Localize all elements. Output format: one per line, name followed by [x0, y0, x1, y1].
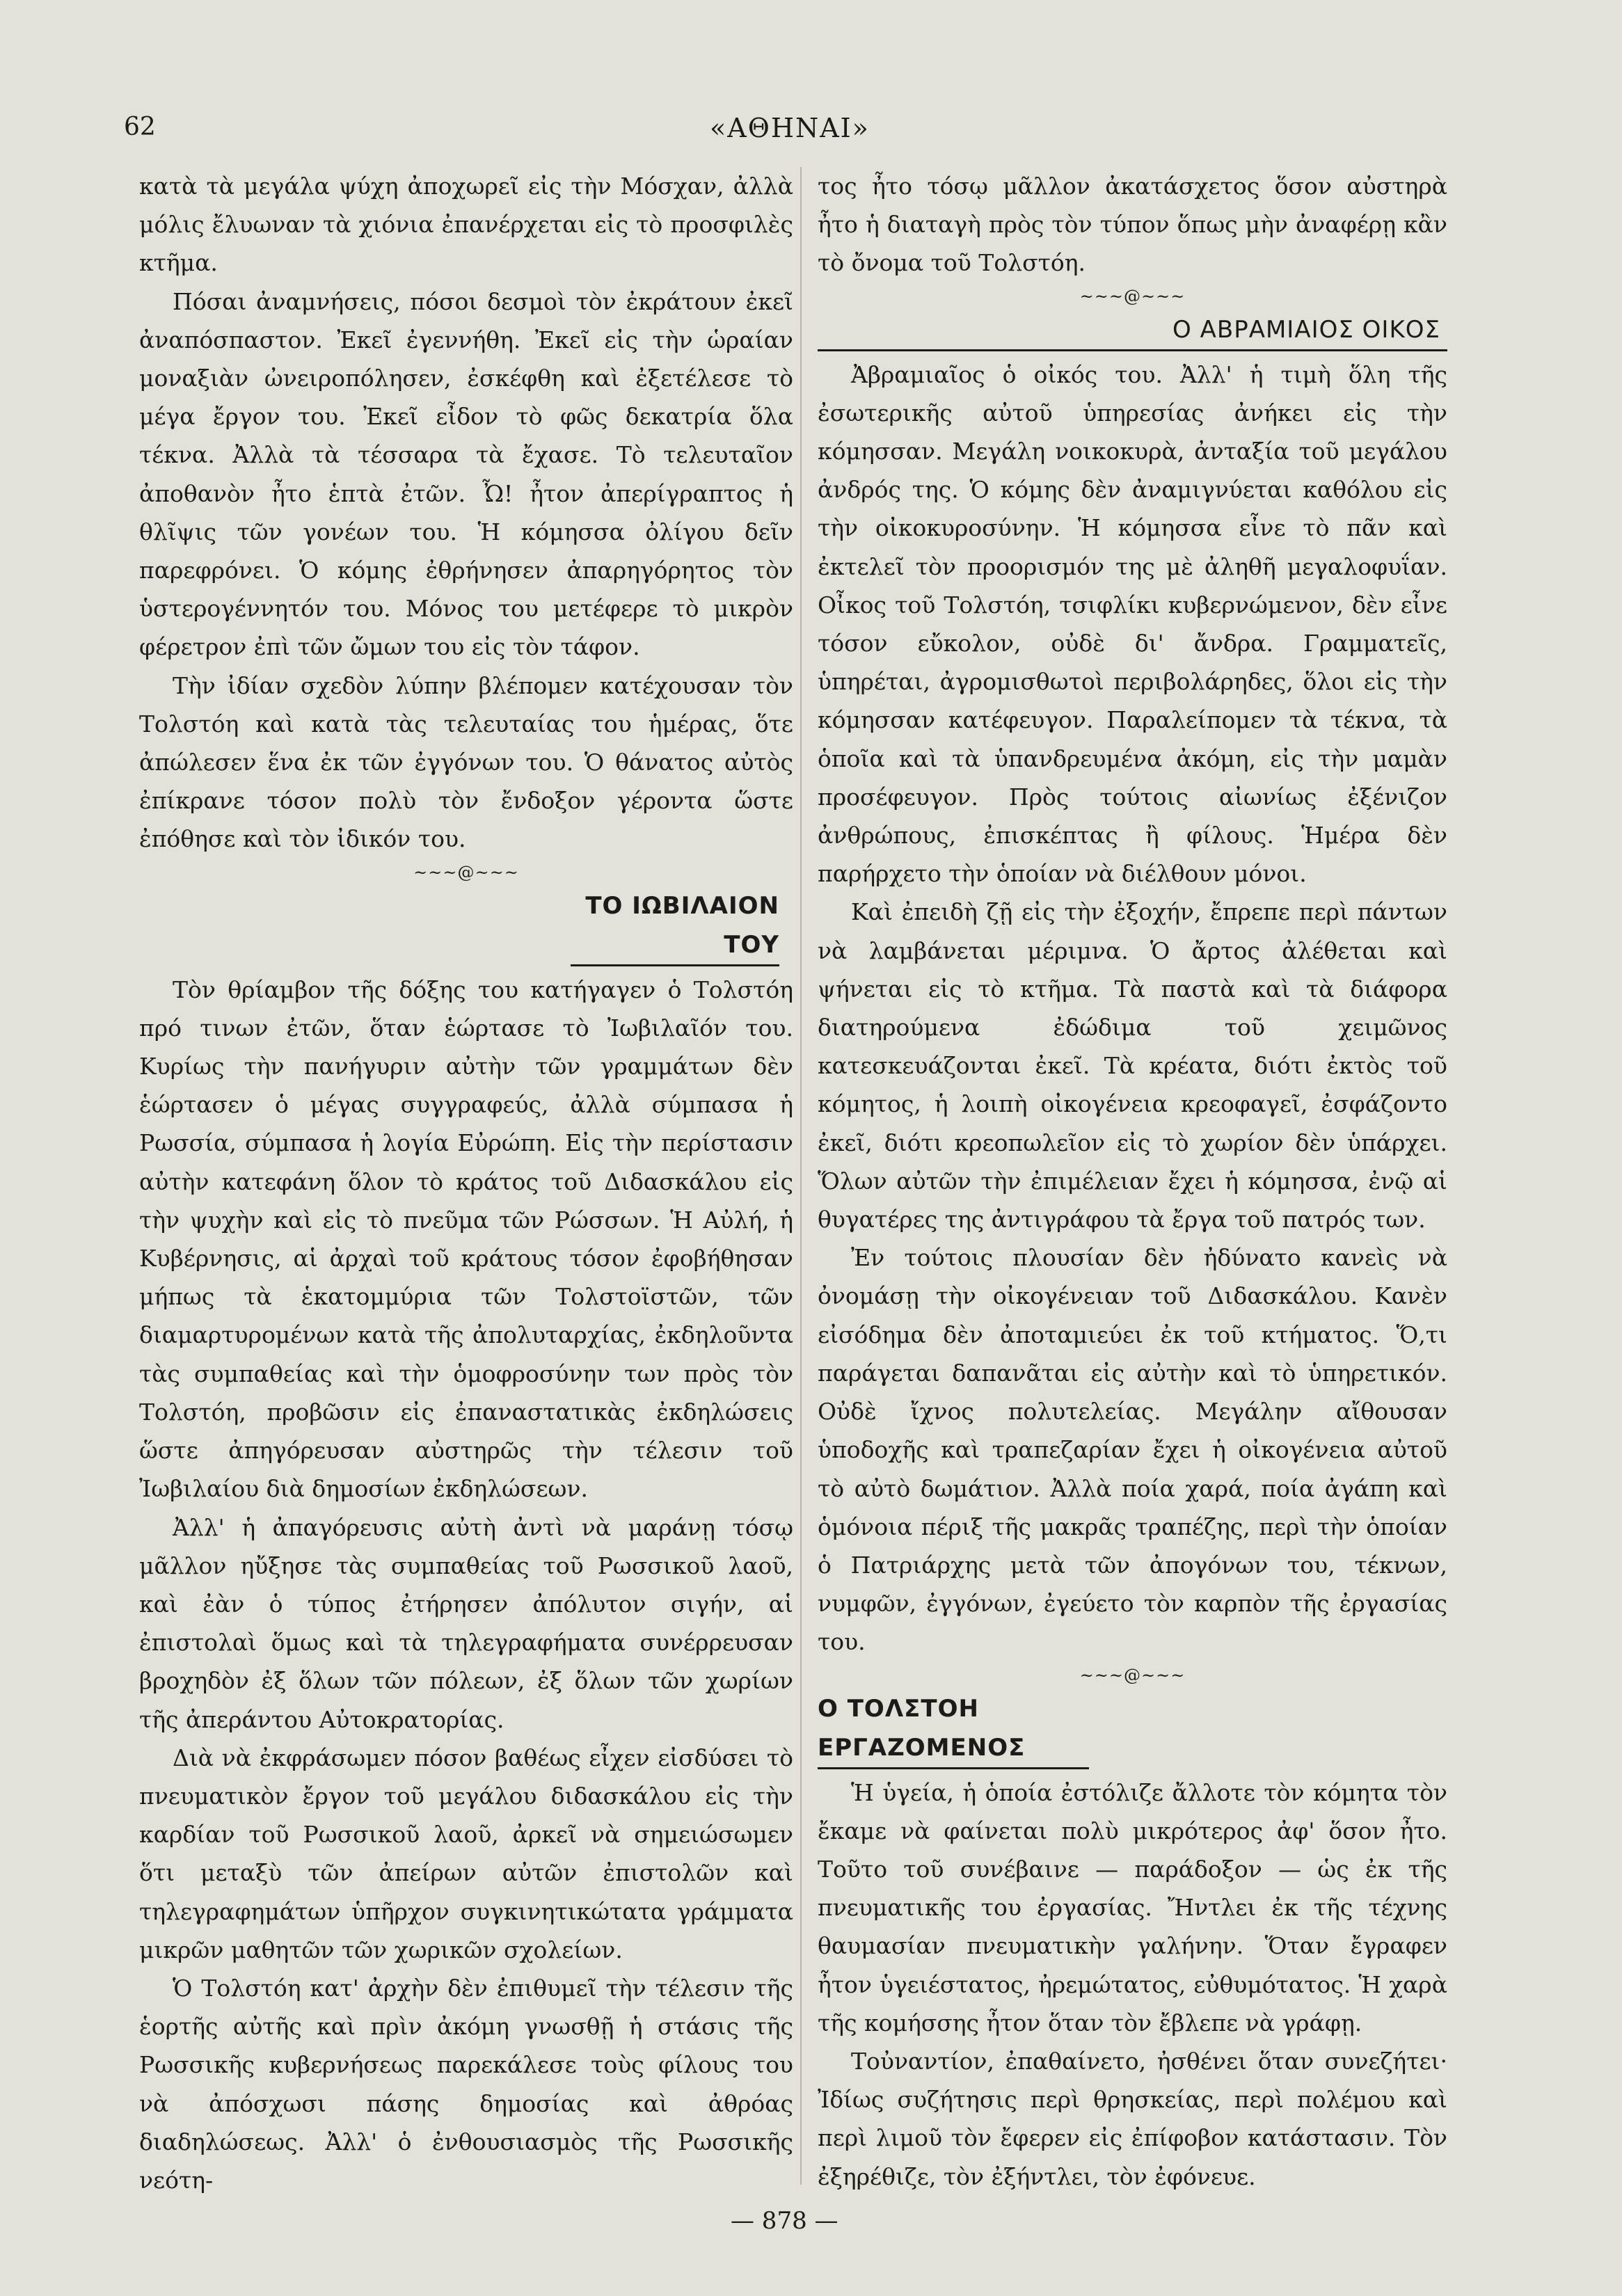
right-column: [818, 167, 1447, 2196]
paragraph: Ὁ Τολστόη κατ' ἀρχὴν δὲν ἐπιθυμεῖ τὴν τέλεσιν τῆς ἑορτῆς αὐτῆς καὶ πρὶν ἀκόμη γνωσθῇ ἡ στάσις τῆς Ρωσσικῆς κυβερνήσεως παρεκάλεσε τοὺς φίλους του νὰ ἀπόσχωσι πάσης δημοσίας καὶ ἀθρόας διαδηλώσεως. Ἀλλ' ὁ ἐνθουσιασμὸς τῆς Ρωσσικῆς νεότη-: [139, 1974, 793, 2194]
paragraph: Διὰ νὰ ἐκφράσωμεν πόσον βαθέως εἶχεν εἰσδύσει τὸ πνευματικὸν ἔργον τοῦ μεγάλου διδασκάλου εἰς τὴν καρδίαν τοῦ Ρωσσικοῦ λαοῦ, ἀρκεῖ νὰ σημειώσωμεν ὅτι μεταξὺ τῶν ἀπείρων αὐτῶν ἐπιστολῶν καὶ τηλεγραφημάτων ὑπῆρχον συγκινητικώτατα γράμματα μικρῶν μαθητῶν τῶν χωρικῶν σχολείων.: [139, 1744, 793, 1963]
paragraph: Καὶ ἐπειδὴ ζῇ εἰς τὴν ἐξοχήν, ἔπρεπε περὶ πάντων νὰ λαμβάνεται μέριμνα. Ὁ ἄρτος ἀλέθεται καὶ ψήνεται εἰς τὸ κτῆμα. Τὰ παστὰ καὶ τὰ διάφορα διατηρούμενα ἐδώδιμα τοῦ χειμῶνος κατεσκευάζονται ἐκεῖ. Τὰ κρέατα, διότι ἐκτὸς τοῦ κόμητος, ἡ λοιπὴ οἰκογένεια κρεοφαγεῖ, ἐσφάζοντο ἐκεῖ, διότι κρεοπωλεῖον εἰς τὸ χωρίον δὲν ὑπάρχει. Ὅλων αὐτῶν τὴν ἐπιμέλειαν ἔχει ἡ κόμησσα, ἐνῷ αἱ θυγατέρες της ἀντιγράφου τὰ ἔργα τοῦ πατρός των.: [818, 898, 1447, 1234]
page-number: 62: [124, 113, 156, 141]
paragraph: Τοὐναντίον, ἐπαθαίνετο, ἠσθένει ὅταν συνεζήτει· Ἰδίως συζήτησις περὶ θρησκείας, περὶ πολέμου καὶ περὶ λιμοῦ τὸν ἔφερεν εἰς ἐπίφοβον κατάστασιν. Τὸν ἐξηρέθιζε, τὸν ἐξήντλει, τὸν ἐφόνευε.: [818, 2047, 1447, 2190]
section-heading-working: Ο ΤΟΛΣΤΟΗ ΕΡΓΑΖΟΜΕΝΟΣ: [818, 1689, 1089, 1769]
paragraph: Ἀβραμιαῖος ὁ οἰκός του. Ἀλλ' ἡ τιμὴ ὅλη τῆς ἐσωτερικῆς αὐτοῦ ὑπηρεσίας ἀνήκει εἰς τὴν κόμησσαν. Μεγάλη νοικοκυρὰ, ἀνταξία τοῦ μεγάλου ἀνδρός της. Ὁ κόμης δὲν ἀναμιγνύεται καθόλου εἰς τὴν οἰκοκυροσύνην. Ἡ κόμησσα εἶνε τὸ πᾶν καὶ ἐκτελεῖ τὸν προορισμόν της μὲ ἀληθῆ μεγαλοφυΐαν. Οἶκος τοῦ Τολστόη, τσιφλίκι κυβερνώμενον, δὲν εἶνε τόσον εὔκολον, οὐδὲ δι' ἄνδρα. Γραμματεῖς, ὑπηρέται, ἀγρομισθωτοὶ περιβολάρηδες, ὅλοι εἰς τὴν κόμησσαν κατέφευγον. Παραλείπομεν τὰ τέκνα, τὰ ὁποῖα καὶ τὰ ὑπανδρευμένα ἀκόμη, εἰς τὴν μαμὰν προσέφευγον. Πρὸς τούτοις αἰωνίως ἐξένιζον ἀνθρώπους, ἐπισκέπτας ἢ φίλους. Ἡμέρα δὲν παρήρχετο τὴν ὁποίαν νὰ διέλθουν μόνοι.: [818, 360, 1447, 888]
paragraph: Πόσαι ἀναμνήσεις, πόσοι δεσμοὶ τὸν ἐκράτουν ἐκεῖ ἀναπόσπαστον. Ἐκεῖ ἐγεννήθη. Ἐκεῖ εἰς τὴν ὡραίαν μοναξιὰν ὠνειροπόλησεν, ἐσκέφθη καὶ ἐξετέλεσε τὸ μέγα ἔργον του. Ἐκεῖ εἶδον τὸ φῶς δεκατρία ὅλα τέκνα. Ἀλλὰ τὰ τέσσαρα τὰ ἔχασε. Τὸ τελευταῖον ἀποθανὸν ἦτο ἑπτὰ ἐτῶν. Ὦ! ἦτον ἀπερίγραπτος ἡ θλῖψις τῶν γονέων του. Ἡ κόμησσα ὀλίγου δεῖν παρεφρόνει. Ὁ κόμης ἐθρήνησεν ἀπαρηγόρητος τὸν ὑστερογέννητόν του. Μόνος του μετέφερε τὸ μικρὸν φέρετρον ἐπὶ τῶν ὤμων του εἰς τὸν τάφον.: [139, 287, 793, 661]
left-column: [139, 167, 793, 2199]
section-heading-household: Ο ΑΒΡΑΜΙΑΙΟΣ ΟΙΚΟΣ: [818, 310, 1447, 351]
paragraph: Ἐν τούτοις πλουσίαν δὲν ἠδύνατο κανεὶς νὰ ὀνομάσῃ τὴν οἰκογένειαν τοῦ Διδασκάλου. Κανὲν εἰσόδημα δὲν ἀποταμιεύει ἐκ τοῦ κτήματος. Ὅ,τι παράγεται δαπανᾶται εἰς αὐτὴν καὶ τὸ ὑπηρετικόν. Οὐδὲ ἴχνος πολυτελείας. Μεγάλην αἴθουσαν ὑποδοχῆς καὶ τραπεζαρίαν ἔχει ἡ οἰκογένεια αὐτοῦ τὸ αὐτὸ δωμάτιον. Ἀλλὰ ποία χαρά, ποία ἀγάπη καὶ ὁμόνοια πέριξ τῆς μακρᾶς τραπέζης, περὶ τὴν ὁποίαν ὁ Πατριάρχης μετὰ τῶν ἀπογόνων του, τέκνων, νυμφῶν, ἐγγόνων, ἐγεύετο τὸν καρπὸν τῆς ἐργασίας του.: [818, 1244, 1447, 1656]
paragraph: Ἀλλ' ἡ ἀπαγόρευσις αὐτὴ ἀντὶ νὰ μαράνῃ τόσῳ μᾶλλον ηὔξησε τὰς συμπαθείας τοῦ Ρωσσικοῦ λαοῦ, καὶ ἐὰν ὁ τύπος ἐτήρησεν ἀπόλυτον σιγήν, αἱ ἐπιστολαὶ ὅμως καὶ τὰ τηλεγραφήματα συνέρρευσαν βροχηδὸν ἐξ ὅλων τῶν πόλεων, ἐξ ὅλων τῶν χωρίων τῆς ἀπεράντου Αὐτοκρατορίας.: [139, 1513, 793, 1733]
section-ornament: ~~~@~~~: [1079, 286, 1186, 306]
paragraph: Τὴν ἰδίαν σχεδὸν λύπην βλέπομεν κατέχουσαν τὸν Τολστόη καὶ κατὰ τὰς τελευταίας του ἡμέρας, ὅτε ἀπώλεσεν ἕνα ἐκ τῶν ἐγγόνων του. Ὁ θάνατος αὐτὸς ἐπίκρανε τόσον πολὺ τὸν ἔνδοξον γέροντα ὥστε ἐπόθησε καὶ τὸν ἰδικόν του.: [139, 671, 793, 853]
paragraph: τος ἦτο τόσῳ μᾶλλον ἀκατάσχετος ὅσον αὐστηρὰ ἦτο ἡ διαταγὴ πρὸς τὸν τύπον ὅπως μὴν ἀναφέρῃ κἂν τὸ ὄνομα τοῦ Τολστόη.: [818, 173, 1447, 277]
section-heading-jubilee: ΤΟ ΙΩΒΙΛΑΙΟΝ ΤΟΥ: [571, 886, 779, 966]
paragraph: Τὸν θρίαμβον τῆς δόξης του κατήγαγεν ὁ Τολστόη πρό τινων ἐτῶν, ὅταν ἑώρτασε τὸ Ἰωβιλαῖόν του. Κυρίως τὴν πανήγυριν αὐτὴν τῶν γραμμάτων δὲν ἑώρτασεν ὁ μέγας συγγραφεύς, ἀλλὰ σύμπασα ἡ Ρωσσία, σύμπασα ἡ λογία Εὐρώπη. Εἰς τὴν περίστασιν αὐτὴν κατεφάνη ὅλον τὸ κράτος τοῦ Διδασκάλου εἰς τὴν ψυχὴν καὶ εἰς τὸ πνεῦμα τῶν Ρώσσων. Ἡ Αὐλή, ἡ Κυβέρνησις, αἱ ἀρχαὶ τοῦ κράτους τόσον ἐφοβήθησαν μήπως τὰ ἑκατομμύρια τῶν Τολστοϊστῶν, τῶν διαμαρτυρομένων κατὰ τῆς ἀπολυταρχίας, ἐκδηλοῦντα τὰς συμπαθείας καὶ τὴν ὁμοφροσύνην των πρὸς τὸν Τολστόη, προβῶσιν εἰς ἐπαναστατικὰς ἐκδηλώσεις ὥστε ἀπηγόρευσαν αὐστηρῶς τὴν τέλεσιν τοῦ Ἰωβιλαίου διὰ δημοσίων ἐκδηλώσεων.: [139, 975, 793, 1503]
running-title: «ΑΘΗΝΑΙ»: [710, 113, 870, 143]
section-ornament: ~~~@~~~: [1079, 1665, 1186, 1685]
paragraph: κατὰ τὰ μεγάλα ψύχη ἀποχωρεῖ εἰς τὴν Μόσχαν, ἀλλὰ μόλις ἔλυωναν τὰ χιόνια ἐπανέρχεται εἰς τὸ προσφιλὲς κτῆμα.: [139, 173, 793, 277]
page-folio: — 878 —: [731, 2207, 838, 2235]
column-divider: [800, 167, 802, 2185]
section-ornament: ~~~@~~~: [413, 862, 519, 882]
paragraph: Ἡ ὑγεία, ἡ ὁποία ἐστόλιζε ἄλλοτε τὸν κόμητα τὸν ἔκαμε νὰ φαίνεται πολὺ μικρότερος ἀφ' ὅσον ἦτο. Τοῦτο τοῦ συνέβαινε — παράδοξον — ὡς ἐκ τῆς πνευματικῆς του ἐργασίας. Ἤντλει ἐκ τῆς τέχνης θαυμασίαν πνευματικὴν γαλήνην. Ὅταν ἔγραφεν ἦτον ὑγειέστατος, ἠρεμώτατος, εὐθυμότατος. Ἡ χαρὰ τῆς κομήσσης ἦτον ὅταν τὸν ἔβλεπε νὰ γράφῃ.: [818, 1778, 1447, 2036]
